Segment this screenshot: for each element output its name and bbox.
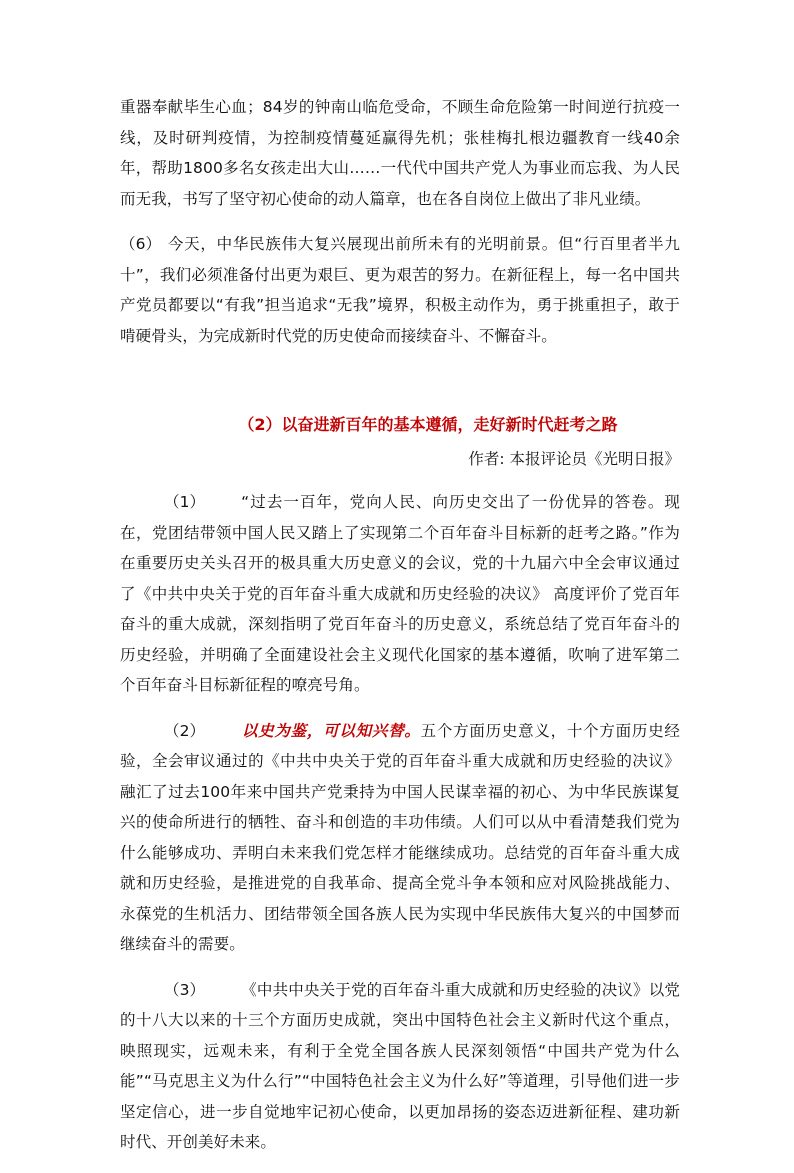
- article-paragraph-3-text: 《中共中央关于党的百年奋斗重大成就和历史经验的决议》以党的十八大以来的十三个方面历史成就，突出中国特色社会主义新时代这个重点，映照现实，远观未来，有利于全党全国各族人民深刻领悟“中国共产党为什么能”“马克思主义为什么行”“中国特色社会主义为什么好”等道理，引导他们进一步坚定信心，进一步自觉地牢记初心使命，以更加昂扬的姿态迈进新征程、建功新时代、开创美好未来。: [120, 980, 680, 1151]
- intro-paragraph-text: 重器奉献毕生心血；84岁的钟南山临危受命，不顾生命危险第一时间逆行抗疫一线，及时研判疫情，为控制疫情蔓延赢得先机；张桂梅扎根边疆教育一线40余年，帮助1800多名女孩走出大山……一代代中国共产党人为事业而忘我、为人民而无我，书写了坚守初心使命的动人篇章，也在各自岗位上做出了非凡业绩。: [120, 98, 680, 208]
- article-paragraph-1-number: （1）: [164, 493, 206, 511]
- article-paragraph-2: [120, 716, 680, 960]
- document-body: [120, 92, 680, 1173]
- article-paragraph-3: [120, 975, 680, 1158]
- paragraph-6-text: 今天，中华民族伟大复兴展现出前所未有的光明前景。但“行百里者半九十”，我们必须准备付出更为艰巨、更为艰苦的努力。在新征程上，每一名中国共产党员都要以“有我”担当追求“无我”境界，积极主动作为，勇于挑重担子，敢于啃硬骨头，为完成新时代党的历史使命而接续奋斗、不懈奋斗。: [120, 235, 680, 345]
- article-paragraph-2-text: 五个方面历史意义，十个方面历史经验，全会审议通过的《中共中央关于党的百年奋斗重大成就和历史经验的决议》融汇了过去100年来中国共产党秉持为中国人民谋幸福的初心、为中华民族谋复兴的使命所进行的牺牲、奋斗和创造的丰功伟绩。人们可以从中看清楚我们党为什么能够成功、弄明白未来我们党怎样才能继续成功。总结党的百年奋斗重大成就和历史经验，是推进党的自我革命、提高全党斗争本领和应对风险挑战能力、永葆党的生机活力、团结带领全国各族人民为实现中华民族伟大复兴的中国梦而继续奋斗的需要。: [120, 721, 680, 953]
- article-title: （2）以奋进新百年的基本遵循，走好新时代赶考之路: [238, 415, 618, 434]
- article-paragraph-2-emphasis: 以史为鉴，可以知兴替。: [241, 721, 421, 740]
- article-paragraph-1-text: “过去一百年，党向人民、向历史交出了一份优异的答卷。现在，党团结带领中国人民又踏上了实现第二个百年奋斗目标新的赶考之路。”作为在重要历史关头召开的极具重大历史意义的会议，党的十九届六中全会审议通过了《中共中央关于党的百年奋斗重大成就和历史经验的决议》 高度评价了党百年奋斗的重大成就，深刻指明了党百年奋斗的历史意义，系统总结了党百年奋斗的历史经验，并明确了全面建设社会主义现代化国家的基本遵循，吹响了进军第二个百年奋斗目标新征程的嘹亮号角。: [120, 493, 680, 694]
- intro-paragraph: [120, 92, 680, 214]
- article-paragraph-3-number: （3）: [164, 980, 206, 999]
- article-byline: 作者: 本报评论员《光明日报》: [468, 450, 680, 468]
- paragraph-6-number: （6）: [120, 235, 162, 253]
- article-paragraph-1: [120, 487, 680, 701]
- paragraph-6: [120, 229, 680, 351]
- article-paragraph-2-number: （2）: [164, 721, 206, 740]
